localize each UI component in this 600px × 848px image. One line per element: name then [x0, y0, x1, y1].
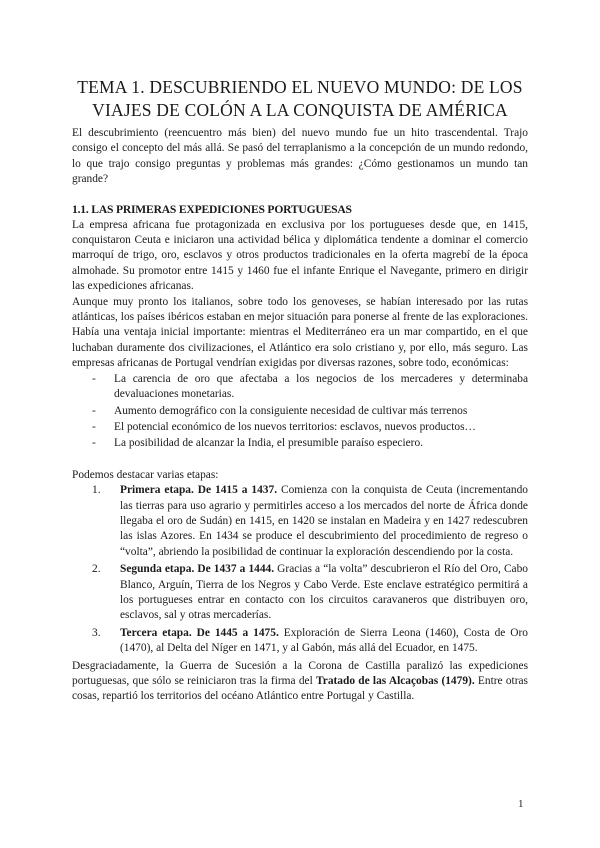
list-item-text: La posibilidad de alcanzar la India, el presumible paraíso especiero.: [114, 437, 423, 450]
stage-title: Primera etapa. De 1415 a 1437.: [120, 484, 278, 497]
stage-text: Gracias a “la volta” descubrieron el Río del Oro, Cabo Blanco, Arguín, Tierra de los Negros y Cabo Verde. Este enclave estratégico permitirá a los portugueses entrar en contacto con los circuitos caravaneros que distribuyen oro, esclavos, sal y otras mercaderías.: [120, 563, 528, 622]
stage-text: Comienza con la conquista de Ceuta (incrementando las tierras para uso agrario y permitirles acceso a los mercados del norte de África donde llegaba el oro de Sudán) en 1415, en 1420 se instalan en Madeira y en 1427 redescubren las islas Azores. En 1434 se produce el descubrimiento del procedimiento de regreso o “volta”, abriendo la posibilidad de continuar la exploración descendiendo por la costa.: [120, 484, 528, 558]
reasons-list: [72, 372, 528, 452]
stage-number: 2.: [92, 563, 101, 576]
closing-text-end: Entre otras cosas, repartió los territorios del océano Atlántico entre Portugal y Castilla.: [72, 675, 528, 703]
list-item-text: El potencial económico de los nuevos territorios: esclavos, nuevos productos…: [114, 420, 476, 433]
stage-title: Segunda etapa. De 1437 a 1444.: [120, 563, 275, 576]
list-item-text: La carencia de oro que afectaba a los negocios de los mercaderes y determinaba devaluaciones monetarias.: [114, 372, 528, 401]
list-item: [92, 372, 528, 403]
stage-item: [92, 626, 528, 657]
section-paragraph-2: Aunque muy pronto los italianos, sobre todo los genoveses, se habían interesado por las rutas atlánticas, los países ibéricos estaban en mejor situación para ponerse al frente de las exploraciones. Había una ventaja inicial importante: mientras el Mediterráneo era un mar compartido, en el que luchaban duramente dos civilizaciones, el Atlántico era solo cristiano y, por ello, más seguro. Las empresas africanas de Portugal vendrían exigidas por diversas razones, sobre todo, económicas:: [72, 295, 528, 370]
list-item: [92, 436, 528, 451]
document-title: TEMA 1. DESCUBRIENDO EL NUEVO MUNDO: DE LOS VIAJES DE COLÓN A LA CONQUISTA DE AMÉRICA: [77, 77, 523, 120]
page-number: 1: [518, 798, 524, 810]
treaty-name: Tratado de las Alcaçobas (1479).: [316, 675, 475, 687]
closing-text-start: Desgraciadamente, la Guerra de Sucesión a la Corona de Castilla paralizó las expediciones portuguesas, que sólo se reiniciaron tras la firma del: [72, 659, 528, 687]
intro-paragraph: El descubrimiento (reencuentro más bien) del nuevo mundo fue un hito trascendental. Trajo consigo el concepto del más allá. Se pasó del terraplanismo a la concepción de un mundo redondo, lo que trajo consigo preguntas y problemas más grandes: ¿Cómo gestionamos un mundo tan grande?: [72, 127, 528, 186]
list-item-text: Aumento demográfico con la consiguiente necesidad de cultivar más terrenos: [114, 404, 468, 417]
list-item: [92, 404, 528, 419]
stage-item: [92, 483, 528, 560]
stage-text: Exploración de Sierra Leona (1460), Costa de Oro (1470), al Delta del Níger en 1471, y al Gabón, más allá del Ecuador, en 1475.: [120, 626, 528, 655]
list-item: [92, 420, 528, 435]
stages-intro: Podemos destacar varias etapas:: [72, 468, 219, 481]
bullet-mark: -: [92, 404, 96, 417]
stage-number: 3.: [92, 626, 101, 639]
section-paragraph-1: La empresa africana fue protagonizada en exclusiva por los portugueses desde que, en 1415, conquistaron Ceuta e iniciaron una actividad bélica y diplomática tendente a dominar el comercio marroquí de trigo, oro, esclavos y otros productos tradicionales en la oferta magrebí de la época almohade. Su promotor entre 1415 y 1460 fue el infante Enrique el Navegante, primero en dirigir las expediciones africanas.: [72, 218, 528, 293]
section-heading: 1.1. LAS PRIMERAS EXPEDICIONES PORTUGUESAS: [72, 202, 352, 216]
closing-paragraph: [72, 659, 528, 705]
stage-number: 1.: [92, 484, 101, 497]
stages-list: [72, 483, 528, 656]
stage-item: [92, 562, 528, 624]
bullet-mark: -: [92, 372, 96, 385]
stage-title: Tercera etapa. De 1445 a 1475.: [120, 626, 279, 639]
spacer: [72, 453, 528, 468]
bullet-mark: -: [92, 437, 96, 450]
bullet-mark: -: [92, 420, 96, 433]
document-page: [72, 76, 528, 705]
